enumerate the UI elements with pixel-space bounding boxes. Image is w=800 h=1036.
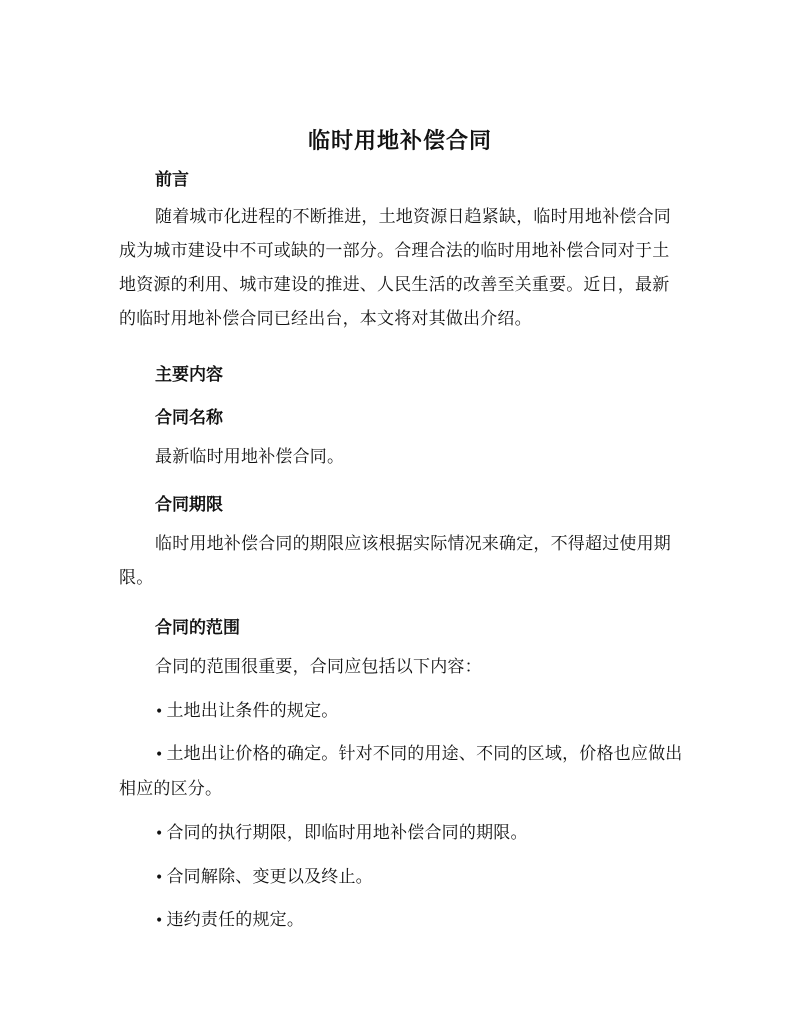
contract-term-text: 临时用地补偿合同的期限应该根据实际情况来确定，不得超过使用期限。 (119, 534, 671, 588)
list-item (119, 694, 684, 729)
contract-name-text: 最新临时用地补偿合同。 (155, 447, 345, 467)
preface-paragraph: 随着城市化进程的不断推进，土地资源日趋紧缺，临时用地补偿合同成为城市建设中不可或缺的一部分。合理合法的临时用地补偿合同对于土地资源的利用、城市建设的推进、人民生活的改善至关重要。近日，最新的临时用地补偿合同已经出台，本文将对其做出介绍。 (119, 207, 671, 329)
preface-heading: 前言 (155, 170, 189, 190)
bullet-icon: • (155, 747, 164, 763)
contract-scope-heading: 合同的范围 (155, 618, 240, 638)
contract-name-heading: 合同名称 (155, 408, 223, 428)
list-item-text: 违约责任的规定。 (166, 910, 305, 930)
list-item-text: 合同的执行期限，即临时用地补偿合同的期限。 (166, 823, 528, 843)
main-content-heading: 主要内容 (155, 365, 223, 385)
document-title: 临时用地补偿合同 (307, 128, 492, 154)
list-item-text: 土地出让价格的确定。针对不同的用途、不同的区域，价格也应做出相应的区分。 (119, 744, 683, 799)
list-item (119, 860, 684, 895)
list-item (119, 737, 684, 806)
bullet-icon: • (155, 704, 164, 720)
bullet-icon: • (155, 913, 164, 929)
list-item-text: 土地出让条件的规定。 (166, 701, 339, 721)
list-item (119, 903, 684, 938)
bullet-icon: • (155, 870, 164, 886)
bullet-icon: • (155, 826, 164, 842)
list-item (119, 816, 684, 851)
contract-term-heading: 合同期限 (155, 495, 223, 515)
contract-scope-intro: 合同的范围很重要，合同应包括以下内容： (155, 657, 482, 677)
list-item-text: 合同解除、变更以及终止。 (166, 867, 373, 887)
